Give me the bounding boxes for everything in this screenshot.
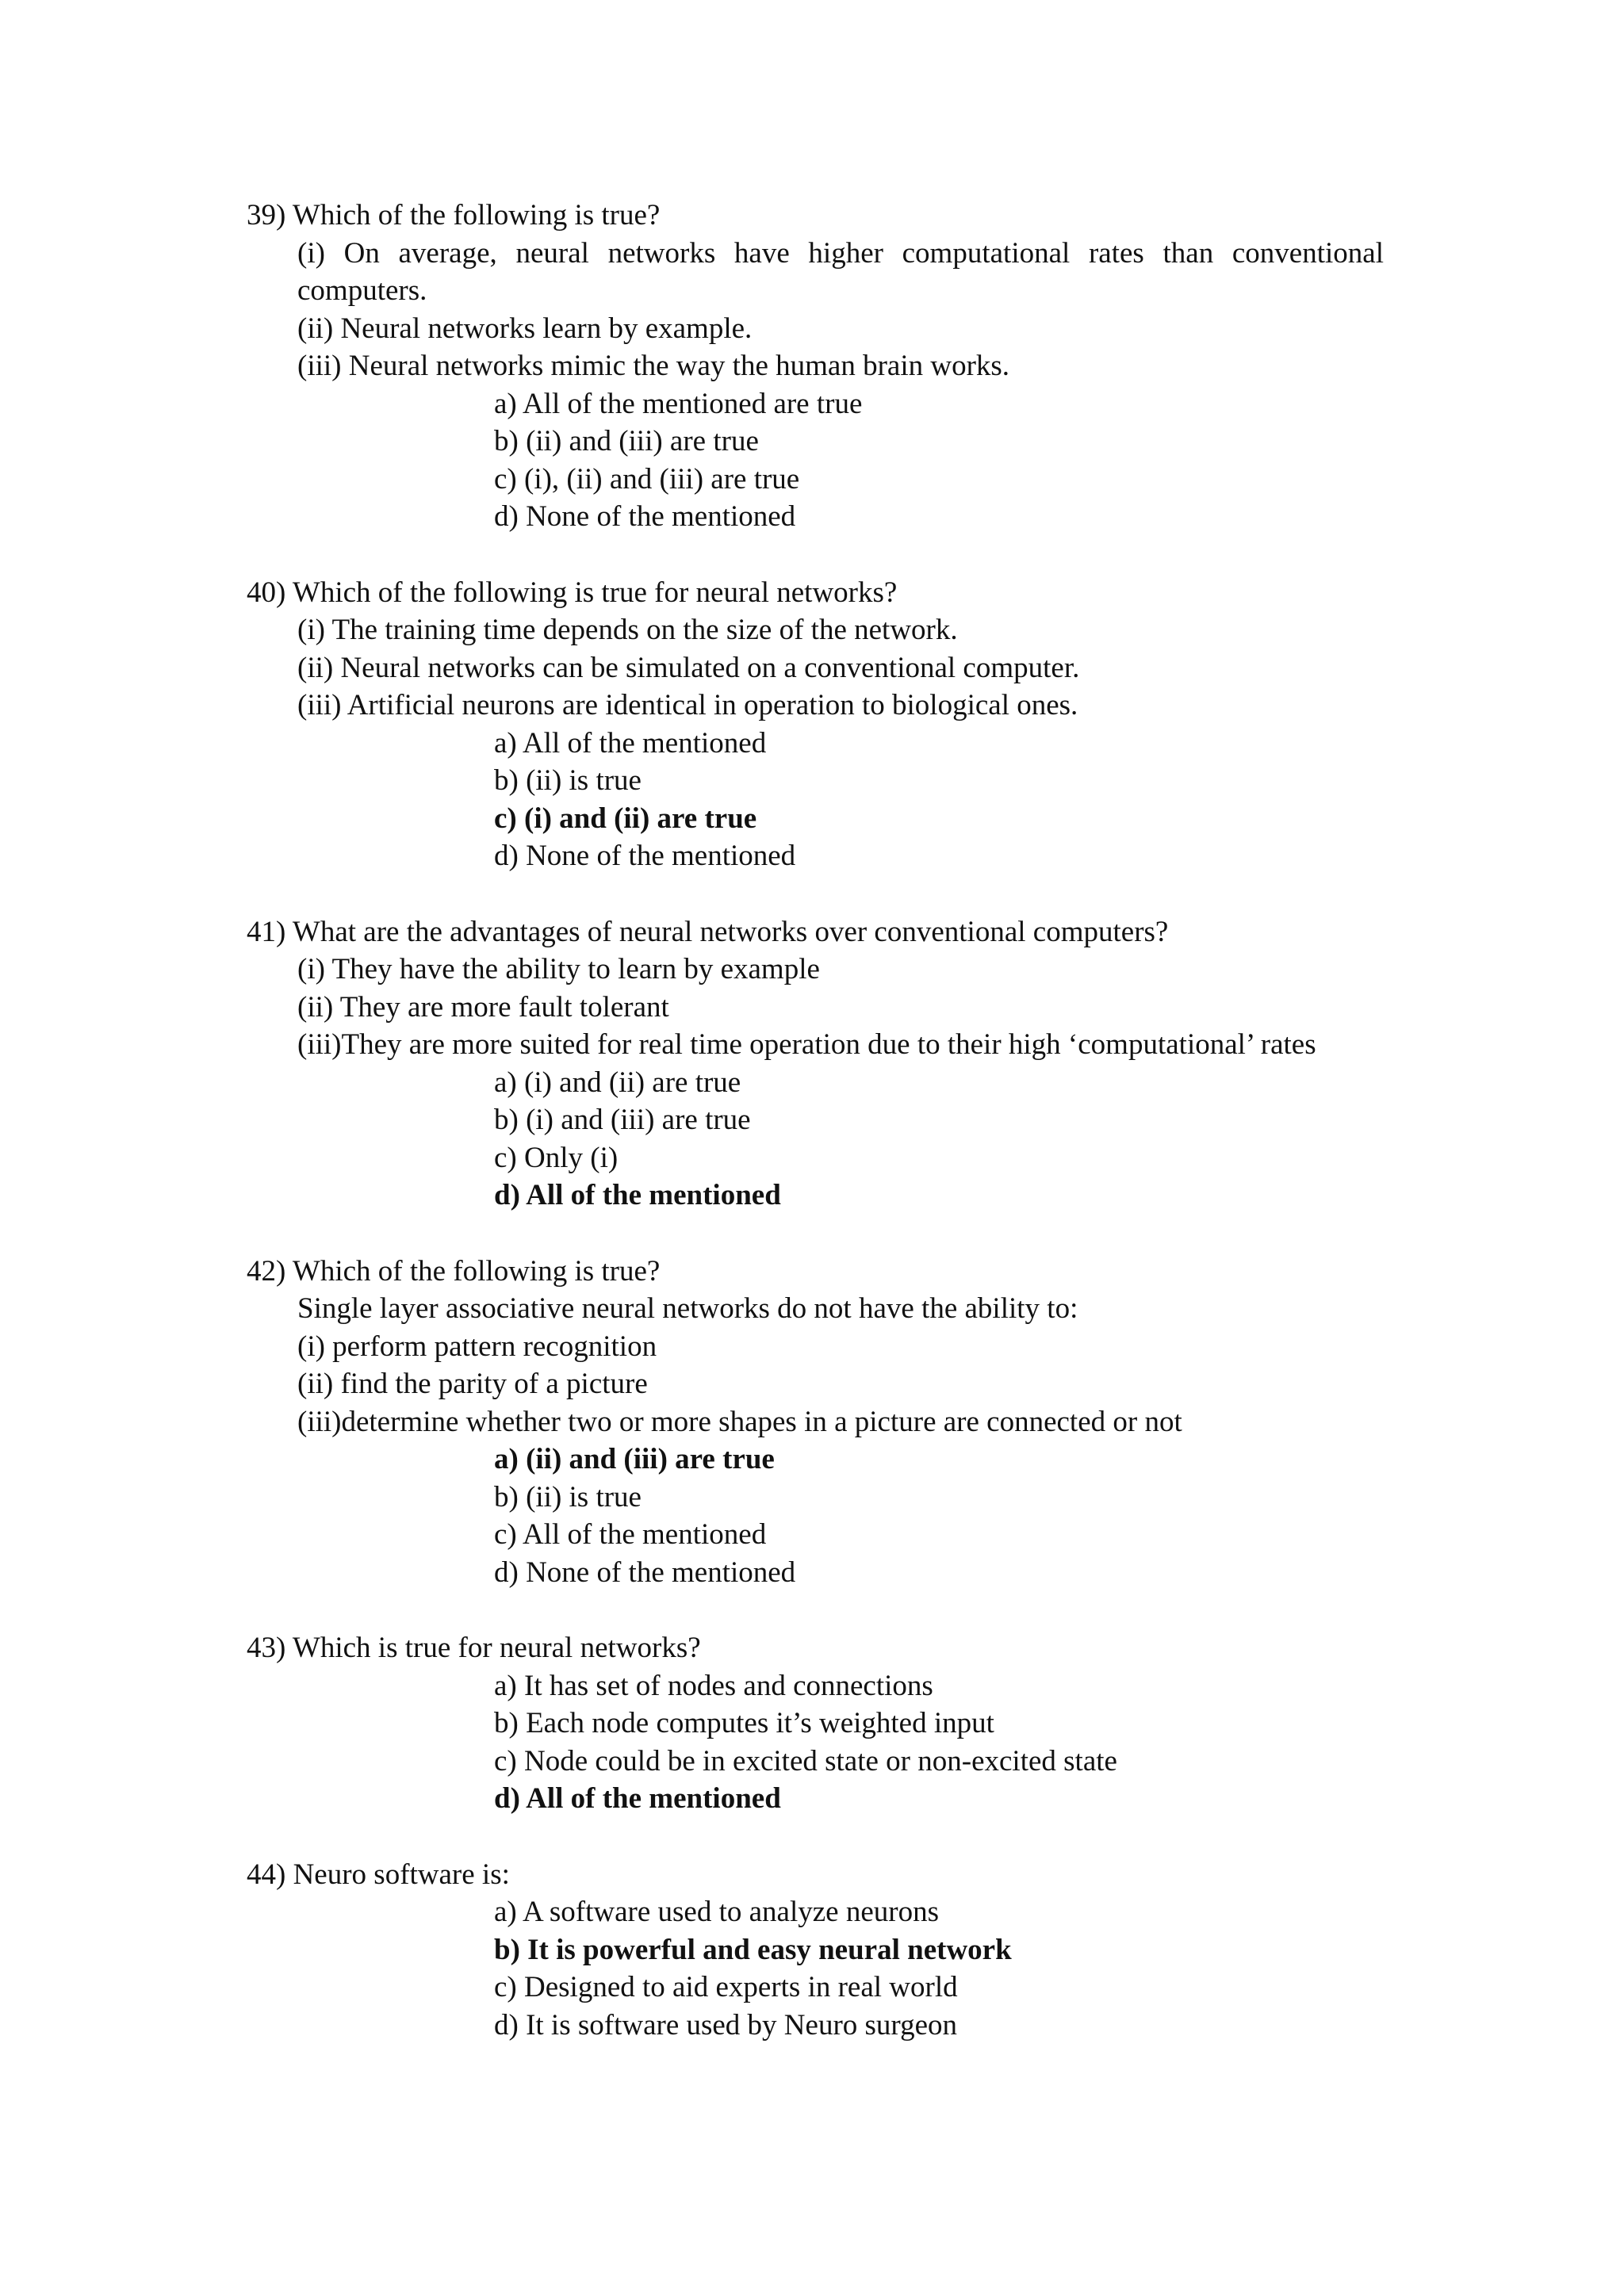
question-stem [247,1629,1396,1667]
answer-option: a) It has set of nodes and connections [494,1669,933,1702]
question-statement: (ii) They are more fault tolerant [297,990,669,1024]
answer-option: c) Only (i) [494,1141,619,1174]
answer-option-correct: d) All of the mentioned [494,1782,781,1815]
question-text: What are the advantages of neural networks over conventional computers? [292,915,1169,948]
question-statement: (iii)determine whether two or more shapes in a picture are connected or not [297,1405,1182,1438]
question-statement: (iii) Neural networks mimic the way the human brain works. [297,350,1010,382]
question-43 [247,1629,1396,1818]
question-statement: (i) perform pattern recognition [297,1330,657,1363]
question-41 [247,913,1396,1215]
answer-option: b) (ii) is true [494,1480,642,1513]
answer-option: b) Each node computes it’s weighted input [494,1707,994,1739]
question-number: 40) [247,576,286,609]
answer-option: b) (ii) is true [494,764,642,797]
question-statement: (iii) Artificial neurons are identical in operation to biological ones. [297,689,1078,721]
answer-option: a) All of the mentioned are true [494,387,863,420]
question-statement: Single layer associative neural networks do not have the ability to: [297,1292,1078,1325]
question-stem [247,1856,1396,1894]
question-stem [247,197,1396,235]
answer-option-correct: a) (ii) and (iii) are true [494,1443,775,1475]
answer-option: c) Designed to aid experts in real world [494,1971,958,2003]
question-44 [247,1856,1396,2045]
question-stem [247,574,1396,612]
question-text: Neuro software is: [293,1858,510,1891]
answer-option-correct: c) (i) and (ii) are true [494,802,757,835]
answer-option: c) (i), (ii) and (iii) are true [494,462,800,496]
answer-option: a) (i) and (ii) are true [494,1066,741,1099]
answer-option: c) Node could be in excited state or non-excited state [494,1744,1117,1777]
answer-option: d) None of the mentioned [494,840,796,872]
question-statement: (i) They have the ability to learn by example [297,953,820,985]
question-number: 43) [247,1632,286,1664]
question-39 [247,197,1396,536]
question-stem [247,913,1396,951]
answer-option: b) (ii) and (iii) are true [494,425,759,457]
question-42 [247,1253,1396,1592]
question-list [247,197,1396,2082]
answer-option: d) None of the mentioned [494,1556,796,1589]
question-text: Which is true for neural networks? [292,1632,701,1664]
answer-option: c) All of the mentioned [494,1518,767,1551]
question-statement: (i) On average, neural networks have higher computational rates than conventional computers. [297,236,1384,307]
question-stem [247,1253,1396,1291]
question-number: 42) [247,1254,286,1288]
question-number: 44) [247,1858,286,1891]
question-statement: (ii) find the parity of a picture [297,1368,648,1400]
question-40 [247,574,1396,875]
question-statement: (iii)They are more suited for real time operation due to their high ‘computational’ rates [297,1028,1316,1061]
question-text: Which of the following is true? [292,1254,661,1288]
answer-option: d) None of the mentioned [494,500,796,533]
answer-option: b) (i) and (iii) are true [494,1104,751,1136]
question-statement: (ii) Neural networks can be simulated on a conventional computer. [297,651,1080,684]
question-text: Which of the following is true? [292,199,661,232]
answer-option-correct: d) All of the mentioned [494,1179,781,1211]
question-number: 41) [247,915,286,948]
question-statement: (i) The training time depends on the size of the network. [297,614,958,646]
question-text: Which of the following is true for neural networks? [292,576,898,609]
question-number: 39) [247,199,286,232]
answer-option: d) It is software used by Neuro surgeon [494,2008,957,2042]
question-statement: (ii) Neural networks learn by example. [297,312,753,345]
answer-option-correct: b) It is powerful and easy neural network [494,1933,1012,1966]
answer-option: a) All of the mentioned [494,726,767,760]
answer-option: a) A software used to analyze neurons [494,1896,939,1928]
